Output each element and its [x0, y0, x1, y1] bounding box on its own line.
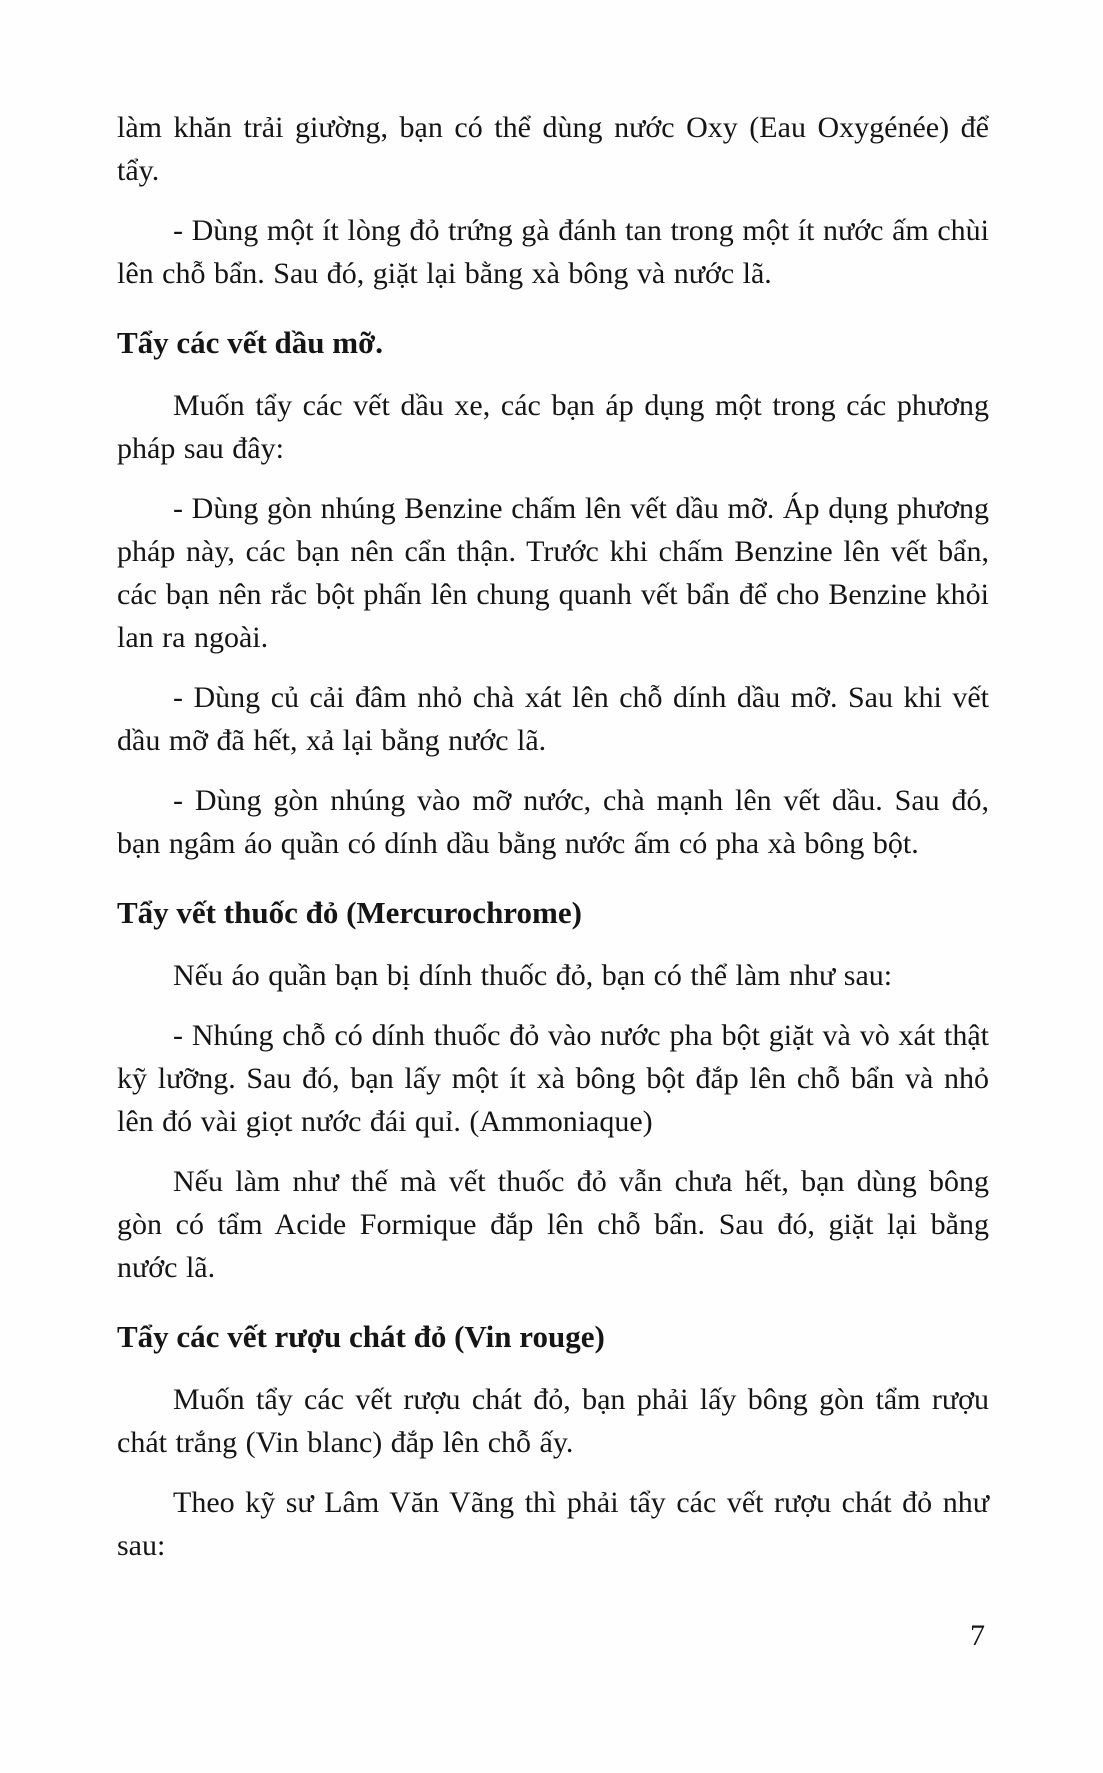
- page-number: 7: [970, 1619, 985, 1652]
- paragraph: - Dùng gòn nhúng vào mỡ nước, chà mạnh lên vết dầu. Sau đó, bạn ngâm áo quần có dính dầu bằng nước ấm có pha xà bông bột.: [117, 784, 989, 860]
- paragraph: làm khăn trải giường, bạn có thể dùng nước Oxy (Eau Oxygénée) để tẩy.: [117, 111, 989, 187]
- paragraph: Muốn tẩy các vết rượu chát đỏ, bạn phải lấy bông gòn tẩm rượu chát trắng (Vin blanc) đắp lên chỗ ấy.: [117, 1383, 989, 1459]
- paragraph: Theo kỹ sư Lâm Văn Vãng thì phải tẩy các vết rượu chát đỏ như sau:: [117, 1486, 989, 1562]
- paragraph: - Dùng củ cải đâm nhỏ chà xát lên chỗ dính dầu mỡ. Sau khi vết dầu mỡ đã hết, xả lại bằng nước lã.: [117, 681, 989, 757]
- section-heading: Tẩy các vết rượu chát đỏ (Vin rouge): [117, 1319, 605, 1354]
- paragraph: Nếu làm như thế mà vết thuốc đỏ vẫn chưa hết, bạn dùng bông gòn có tẩm Acide Formique đắp lên chỗ bẩn. Sau đó, giặt lại bằng nước lã.: [117, 1165, 989, 1284]
- section-heading: Tẩy các vết dầu mỡ.: [117, 325, 383, 360]
- paragraph: - Nhúng chỗ có dính thuốc đỏ vào nước pha bột giặt và vò xát thật kỹ lưỡng. Sau đó, bạn lấy một ít xà bông bột đắp lên chỗ bẩn và nhỏ lên đó vài giọt nước đái quỉ. (Ammoniaque): [117, 1019, 989, 1138]
- section-heading: Tẩy vết thuốc đỏ (Mercurochrome): [117, 895, 582, 930]
- paragraph: Muốn tẩy các vết dầu xe, các bạn áp dụng một trong các phương pháp sau đây:: [117, 389, 989, 465]
- page-content: [117, 106, 989, 1584]
- paragraph: - Dùng gòn nhúng Benzine chấm lên vết dầu mỡ. Áp dụng phương pháp này, các bạn nên cẩn thận. Trước khi chấm Benzine lên vết bẩn, các bạn nên rắc bột phấn lên chung quanh vết bẩn để cho Benzine khỏi lan ra ngoài.: [117, 492, 989, 654]
- paragraph: Nếu áo quần bạn bị dính thuốc đỏ, bạn có thể làm như sau:: [173, 959, 893, 992]
- paragraph: - Dùng một ít lòng đỏ trứng gà đánh tan trong một ít nước ấm chùi lên chỗ bẩn. Sau đó, giặt lại bằng xà bông và nước lã.: [117, 214, 989, 290]
